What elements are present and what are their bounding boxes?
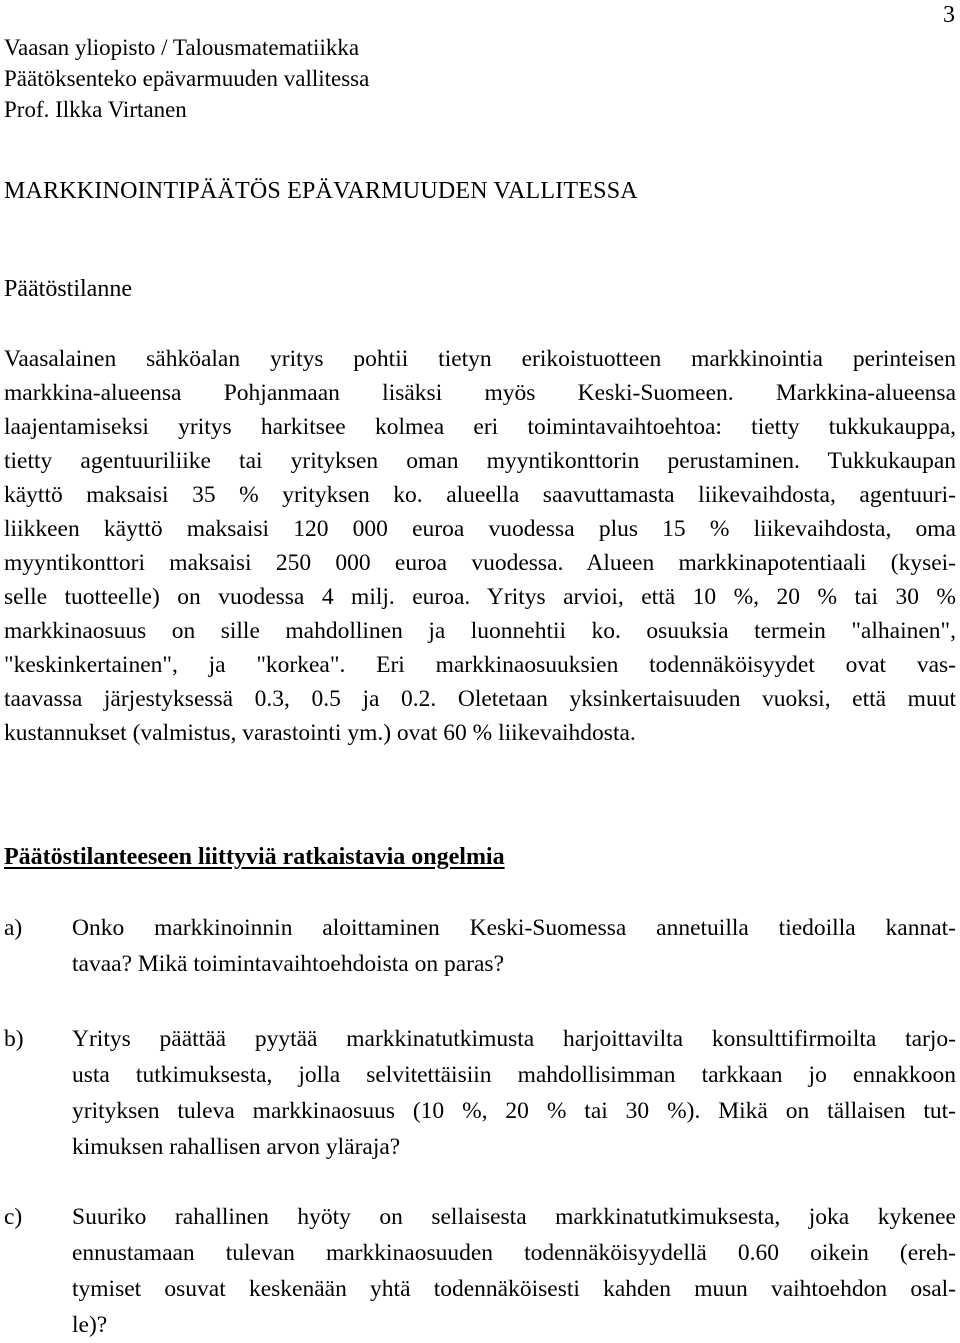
document-header	[4, 32, 369, 125]
body-paragraph	[4, 342, 956, 750]
header-course: Päätöksenteko epävarmuuden vallitessa	[4, 66, 370, 91]
question-line: le)?	[72, 1312, 108, 1338]
body-line: kustannukset (valmistus, varastointi ym.) ovat 60 % liikevaihdosta.	[4, 720, 636, 746]
question-line: tymiset osuvat keskenään yhtä todennäköisesti kahden muun vaihtoehdon osal-	[72, 1276, 956, 1302]
question-text	[72, 1199, 956, 1343]
body-line: tietty agentuuriliike tai yrityksen oman myyntikonttorin perustaminen. Tukkukaupan	[4, 448, 956, 474]
section-heading: Päätöstilanne	[4, 276, 132, 302]
body-line: laajentamiseksi yritys harkitsee kolmea eri toimintavaihtoehtoa: tietty tukkukauppa,	[4, 414, 956, 440]
body-line: selle tuotteelle) on vuodessa 4 milj. euroa. Yritys arvioi, että 10 %, 20 % tai 30 %	[4, 584, 956, 610]
page-title: MARKKINOINTIPÄÄTÖS EPÄVARMUUDEN VALLITESSA	[4, 178, 638, 204]
body-line: Vaasalainen sähköalan yritys pohtii tietyn erikoistuotteen markkinointia perinteisen	[4, 346, 956, 372]
question-marker: b)	[4, 1026, 24, 1052]
body-line: liikkeen käyttö maksaisi 120 000 euroa vuodessa plus 15 % liikevaihdosta, oma	[4, 516, 956, 542]
question-line: Suuriko rahallinen hyöty on sellaisesta markkinatutkimuksesta, joka kykenee	[72, 1204, 956, 1230]
header-institution: Vaasan yliopisto / Talousmatematiikka	[4, 35, 360, 60]
body-line: markkinaosuus on sille mahdollinen ja luonnehtii ko. osuuksia termein "alhainen",	[4, 618, 956, 644]
body-line: myyntikonttori maksaisi 250 000 euroa vuodessa. Alueen markkinapotentiaali (kysei-	[4, 550, 956, 576]
question-text	[72, 910, 956, 982]
body-line: "keskinkertainen", ja "korkea". Eri markkinaosuuksien todennäköisyydet ovat vas-	[4, 652, 956, 678]
question-line: usta tutkimuksesta, jolla selvitettäisiin mahdollisimman tarkkaan jo ennakkoon	[72, 1062, 956, 1088]
body-line: markkina-alueensa Pohjanmaan lisäksi myös Keski-Suomeen. Markkina-alueensa	[4, 380, 956, 406]
question-text	[72, 1021, 956, 1165]
question-marker: c)	[4, 1204, 23, 1230]
body-line: käyttö maksaisi 35 % yrityksen ko. alueella saavuttamasta liikevaihdosta, agentuuri-	[4, 482, 956, 508]
question-line: Yritys päättää pyytää markkinatutkimusta harjoittavilta konsulttifirmoilta tarjo-	[72, 1026, 956, 1052]
question-line: tavaa? Mikä toimintavaihtoehdoista on paras?	[72, 951, 504, 977]
question-line: Onko markkinoinnin aloittaminen Keski-Suomessa annetuilla tiedoilla kannat-	[72, 915, 956, 941]
page-number: 3	[943, 2, 955, 28]
question-line: kimuksen rahallisen arvon yläraja?	[72, 1134, 401, 1160]
problems-heading: Päätöstilanteeseen liittyviä ratkaistavia ongelmia	[4, 844, 505, 870]
question-line: ennustamaan tulevan markkinaosuuden todennäköisyydellä 0.60 oikein (ereh-	[72, 1240, 956, 1266]
question-line: yrityksen tuleva markkinaosuus (10 %, 20 % tai 30 %). Mikä on tällaisen tut-	[72, 1098, 956, 1124]
question-marker: a)	[4, 915, 23, 941]
body-line: taavassa järjestyksessä 0.3, 0.5 ja 0.2. Oletetaan yksinkertaisuuden vuoksi, että muut	[4, 686, 956, 712]
header-author: Prof. Ilkka Virtanen	[4, 97, 187, 122]
